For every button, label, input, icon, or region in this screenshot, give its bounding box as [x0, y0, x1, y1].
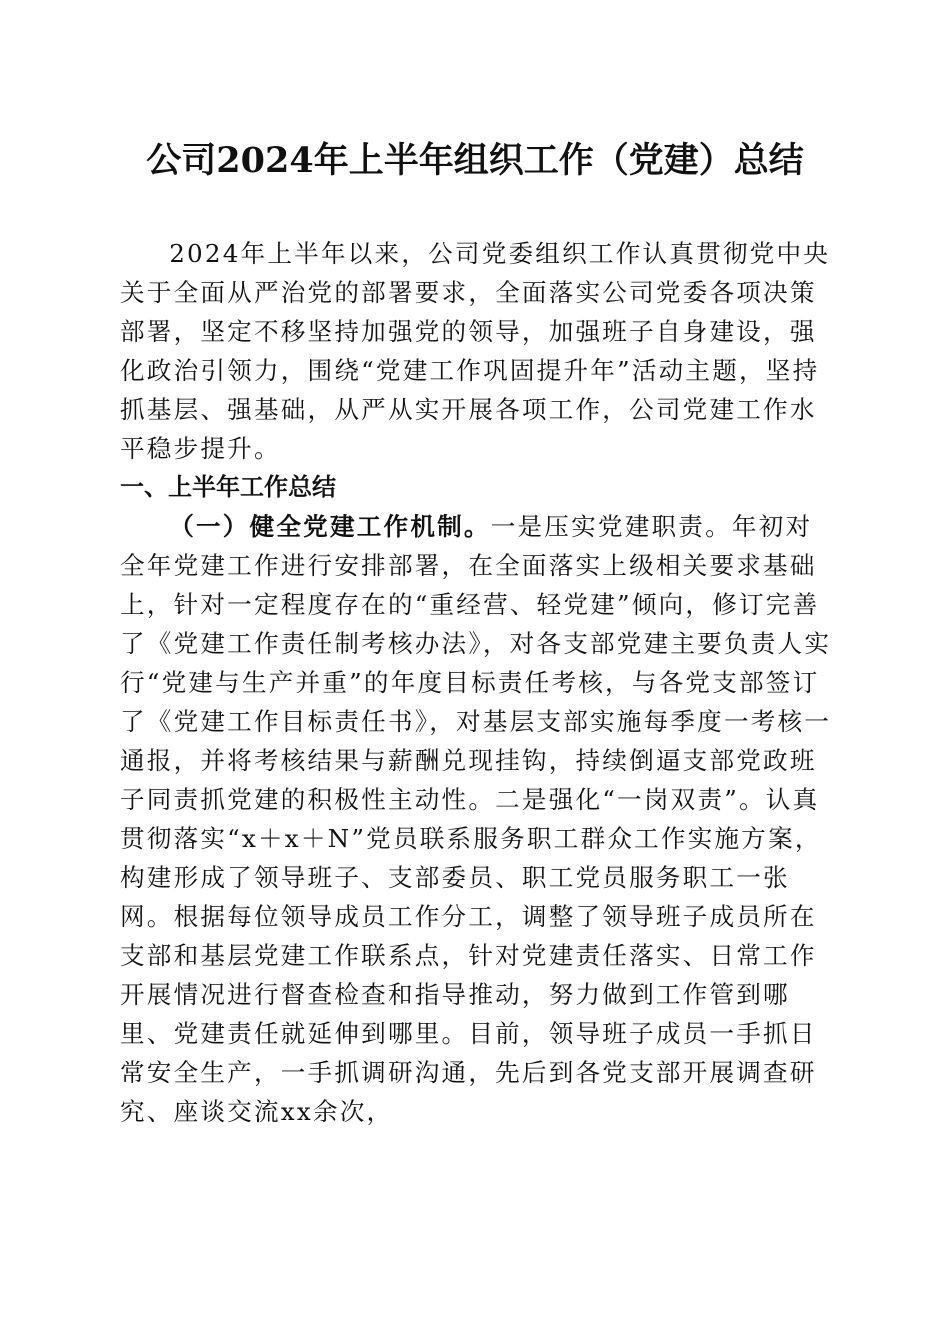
subsection-paragraph	[120, 507, 832, 1131]
document-title: 公司2024年上半年组织工作（党建）总结	[146, 140, 804, 181]
subsection-body: 一是压实党建职责。年初对全年党建工作进行安排部署，在全面落实上级相关要求基础上，针对一定程度存在的“重经营、轻党建”倾向，修订完善了《党建工作责任制考核办法》，对各支部党建主要负责人实行“党建与生产并重”的年度目标责任考核，与各党支部签订了《党建工作目标责任书》，对基层支部实施每季度一考核一通报，并将考核结果与薪酬兑现挂钩，持续倒逼支部党政班子同责抓党建的积极性主动性。二是强化“一岗双责”。认真贯彻落实“x＋x＋N”党员联系服务职工群众工作实施方案，构建形成了领导班子、支部委员、职工党员服务职工一张网。根据每位领导成员工作分工，调整了领导班子成员所在支部和基层党建工作联系点，针对党建责任落实、日常工作开展情况进行督查检查和指导推动，努力做到工作管到哪里、党建责任就延伸到哪里。目前，领导班子成员一手抓日常安全生产，一手抓调研沟通，先后到各党支部开展调查研究、座谈交流xx余次，	[120, 512, 832, 1126]
section-heading: 一、上半年工作总结	[120, 473, 336, 501]
document-body	[120, 234, 832, 1131]
subsection-lead: （一）健全党建工作机制。	[169, 512, 491, 541]
intro-paragraph: 2024年上半年以来，公司党委组织工作认真贯彻党中央关于全面从严治党的部署要求，全面落实公司党委各项决策部署，坚定不移坚持加强党的领导，加强班子自身建设，强化政治引领力，围绕“党建工作巩固提升年”活动主题，坚持抓基层、强基础，从严从实开展各项工作，公司党建工作水平稳步提升。	[120, 239, 831, 463]
